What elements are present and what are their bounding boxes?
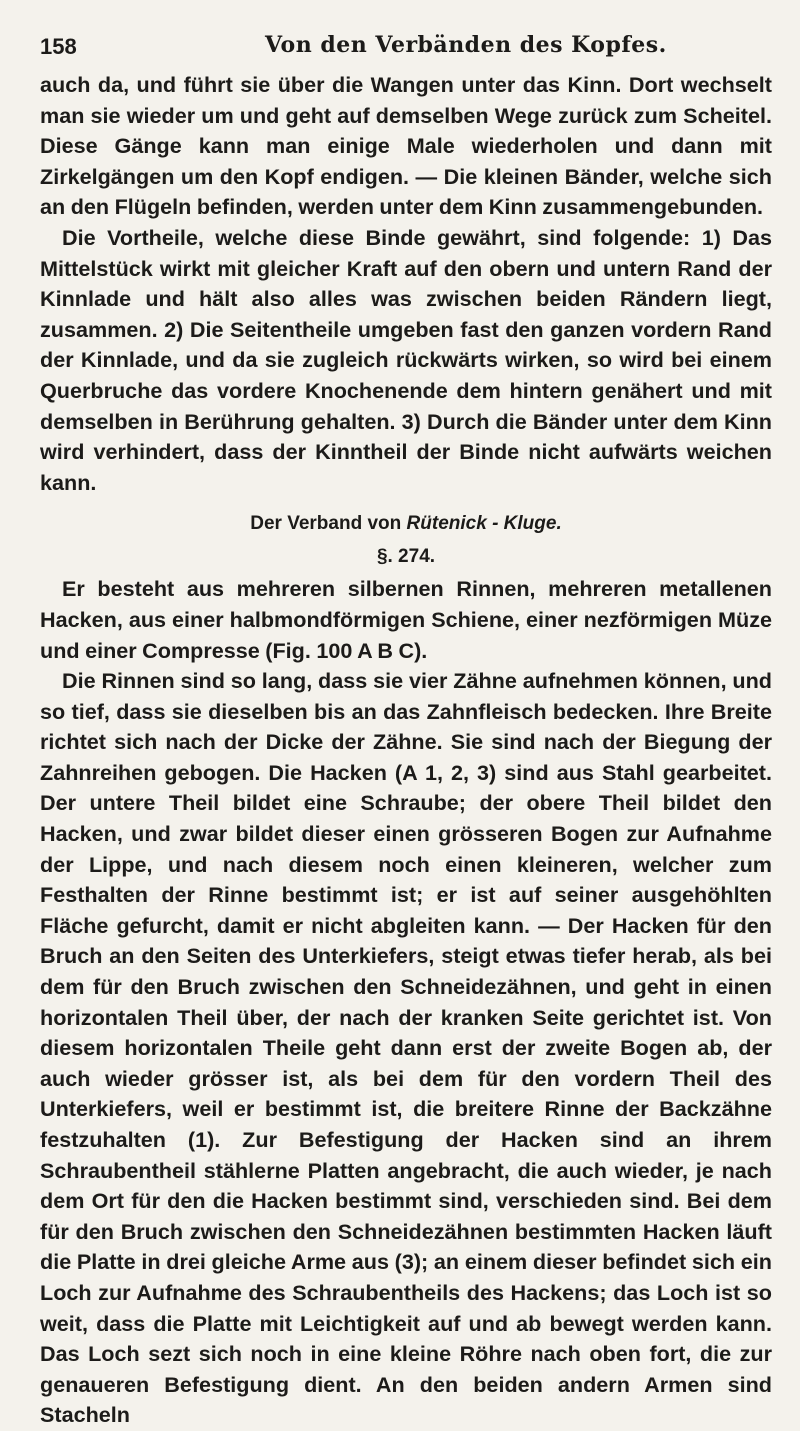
section-title [40, 508, 772, 540]
paragraph: auch da, und führt sie über die Wangen unter das Kinn. Dort wechselt man sie wieder um und geht auf demselben Wege zurück zum Scheitel. Diese Gänge kann man einige Male wiederholen und dann mit Zirkelgängen um den Kopf endigen. — Die kleinen Bänder, welche sich an den Flügeln befinden, werden unter dem Kinn zusammengebunden. [40, 72, 772, 220]
book-page [40, 34, 772, 1431]
section-title-prefix: Der Verband von [250, 513, 407, 535]
page-header [40, 34, 772, 70]
paragraph: Er besteht aus mehreren silbernen Rinnen, mehreren metallenen Hacken, aus einer halbmondförmigen Schiene, einer nezförmigen Müze und einer Compresse (Fig. 100 A B C). [40, 576, 772, 663]
section-title-name: Rütenick - Kluge. [406, 513, 562, 535]
paragraph: Die Rinnen sind so lang, dass sie vier Zähne aufnehmen können, und so tief, dass sie dieselben bis an das Zahnfleisch bedecken. Ihre Breite richtet sich nach der Dicke der Zähne. Sie sind nach der Biegung der Zahnreihen gebogen. Die Hacken (A 1, 2, 3) sind aus Stahl gearbeitet. Der untere Theil bildet eine Schraube; der obere Theil bildet den Hacken, und zwar bildet dieser einen grösseren Bogen zur Aufnahme der Lippe, und nach diesem noch einen kleineren, welcher zum Festhalten der Rinne bestimmt ist; er ist auf seiner ausgehöhlten Fläche gefurcht, damit er nicht abgleiten kann. — Der Hacken für den Bruch an den Seiten des Unterkiefers, steigt etwas tiefer herab, als bei dem für den Bruch zwischen den Schneidezähnen, und geht in einen horizontalen Theil über, der nach der kranken Seite gerichtet ist. Von diesem horizontalen Theile geht dann erst der zweite Bogen ab, der auch wieder grösser ist, als bei dem für den vordern Theil des Unterkiefers, weil er bestimmt ist, die breitere Rinne der Backzähne festzuhalten (1). Zur Befestigung der Hacken sind an ihrem Schraubentheil stählerne Platten angebracht, die auch wieder, je nach dem Ort für den die Hacken bestimmt sind, verschieden sind. Bei dem für den Bruch zwischen den Schneidezähnen bestimmten Hacken läuft die Platte in drei gleiche Arme aus (3); an einem dieser befindet sich ein Loch zur Aufnahme des Schraubentheils des Hackens; das Loch ist so weit, dass die Platte mit Leichtigkeit auf und ab bewegt werden kann. Das Loch sezt sich noch in eine kleine Röhre nach oben fort, die zur genaueren Befestigung dient. An den beiden andern Armen sind Stacheln [40, 668, 772, 1428]
paragraph: Die Vortheile, welche diese Binde gewährt, sind folgende: 1) Das Mittelstück wirkt mit gleicher Kraft auf den obern und untern Rand der Kinnlade und hält also alles was zwischen beiden Rändern liegt, zusammen. 2) Die Seitentheile umgeben fast den ganzen vordern Rand der Kinnlade, und da sie zugleich rückwärts wirken, so wird bei einem Querbruche das vordere Knochenende dem hintern genähert und mit demselben in Berührung gehalten. 3) Durch die Bänder unter dem Kinn wird verhindert, dass der Kinntheil der Binde nicht aufwärts weichen kann. [40, 224, 772, 495]
page-number: 158 [40, 34, 77, 59]
section-number: §. 274. [376, 546, 436, 568]
running-head: Von den Verbänden des Kopfes. [265, 32, 667, 58]
